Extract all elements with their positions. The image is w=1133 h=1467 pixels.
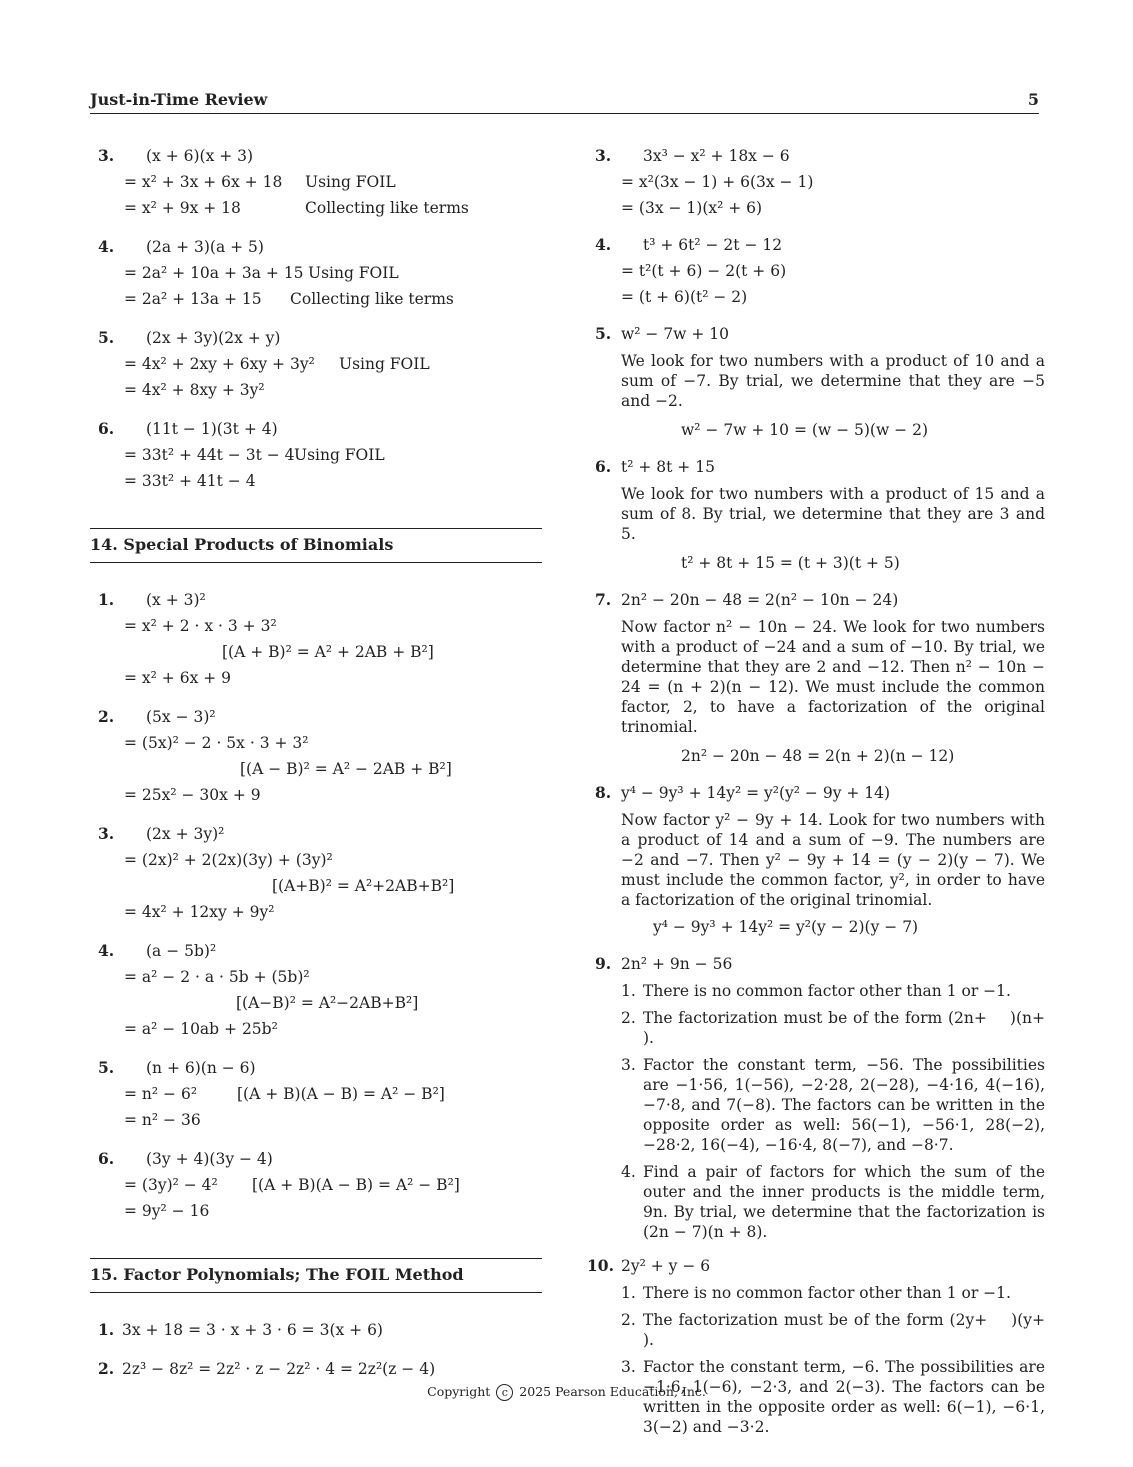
item-number: 3.	[98, 824, 115, 843]
step	[621, 1008, 1065, 1048]
result: w² − 7w + 10 = (w − 5)(w − 2)	[681, 421, 928, 439]
section-heading-15: 15. Factor Polynomials; The FOIL Method	[90, 1258, 542, 1293]
expression: (x + 3)²	[146, 591, 206, 609]
expression: = 4x² + 12xy + 9y²	[124, 903, 275, 921]
step-number: 3.	[621, 1358, 636, 1376]
item-number: 4.	[595, 235, 612, 254]
result: y⁴ − 9y³ + 14y² = y²(y − 2)(y − 7)	[653, 918, 919, 936]
expression: = 2a² + 10a + 3a + 15	[124, 264, 304, 282]
item-number: 5.	[98, 1058, 115, 1077]
step	[621, 981, 1045, 1001]
page-number: 5	[1027, 90, 1039, 109]
rule: [(A+B)² = A²+2AB+B²]	[272, 877, 455, 895]
item-number: 7.	[595, 590, 612, 609]
expression: w² − 7w + 10	[621, 325, 730, 343]
rule: [(A + B)² = A² + 2AB + B²]	[222, 643, 434, 661]
factor-item-2	[98, 1356, 550, 1382]
expression: 2n² + 9n − 56	[621, 955, 733, 973]
step	[621, 1283, 1045, 1303]
explanation: Now factor n² − 10n − 24. We look for two numbers with a product of −24 and a sum of −10. By trial, we determine that they are 2 and −12. Then n² − 10n − 24 = (n + 2)(n − 12). We must include the common factor, 2, to have a factorization of the original trinomial.	[621, 618, 1045, 736]
explanation: We look for two numbers with a product of 15 and a sum of 8. By trial, we determine that they are 3 and 5.	[621, 485, 1045, 543]
foil-item-3	[98, 143, 550, 221]
factor-item-9	[595, 951, 1065, 1242]
expression: = x² + 9x + 18	[124, 199, 241, 217]
expression: t³ + 6t² − 2t − 12	[643, 236, 783, 254]
expression: = 4x² + 2xy + 6xy + 3y²	[124, 355, 315, 373]
step-list	[621, 981, 1065, 1242]
expression: = 33t² + 44t − 3t − 4	[124, 446, 295, 464]
special-product-4	[98, 938, 550, 1042]
factor-item-8	[595, 780, 1045, 940]
expression: = x²(3x − 1) + 6(3x − 1)	[621, 173, 814, 191]
item-number: 4.	[98, 237, 115, 256]
result: t² + 8t + 15 = (t + 3)(t + 5)	[681, 554, 900, 572]
step-text: The factorization must be of the form (2y+ )(y+ ).	[643, 1311, 1065, 1349]
item-number: 8.	[595, 783, 612, 802]
item-number: 5.	[595, 324, 612, 343]
rule: [(A + B)(A − B) = A² − B²]	[237, 1085, 445, 1103]
rule: [(A − B)² = A² − 2AB + B²]	[240, 760, 452, 778]
item-number: 2.	[98, 1359, 115, 1378]
item-number: 6.	[98, 419, 115, 438]
step-number: 2.	[621, 1009, 636, 1027]
expression: (a − 5b)²	[146, 942, 217, 960]
step-text: The factorization must be of the form (2n+ )(n+ ).	[643, 1009, 1065, 1047]
special-product-6	[98, 1146, 550, 1224]
expression: (2a + 3)(a + 5)	[146, 238, 264, 256]
expression: y⁴ − 9y³ + 14y² = y²(y² − 9y + 14)	[621, 784, 891, 802]
explanation: Now factor y² − 9y + 14. Look for two numbers with a product of 14 and a sum of −9. The numbers are −2 and −7. Then y² − 9y + 14 = (y − 2)(y − 7). We must include the common factor, y², in order to have a factorization of the original trinomial.	[621, 811, 1045, 909]
expression: 2y² + y − 6	[621, 1257, 711, 1275]
left-column	[90, 143, 550, 1395]
foil-item-6	[98, 416, 550, 494]
expression: t² + 8t + 15	[621, 458, 715, 476]
page-header	[90, 89, 1039, 114]
item-number: 2.	[98, 707, 115, 726]
item-number: 10.	[587, 1256, 614, 1275]
expression: 3x + 18 = 3 · x + 3 · 6 = 3(x + 6)	[122, 1321, 383, 1339]
step-text: There is no common factor other than 1 or −1.	[643, 982, 1011, 1000]
note: Using FOIL	[294, 446, 385, 464]
expression: (x + 6)(x + 3)	[146, 147, 254, 165]
explanation: We look for two numbers with a product of 10 and a sum of −7. By trial, we determine that they are −5 and −2.	[621, 352, 1045, 410]
step-number: 4.	[621, 1163, 636, 1181]
step-text: Factor the constant term, −6. The possibilities are −1·6, 1(−6), −2·3, and 2(−3). The factors can be written in the opposite order as well: 6(−1), −6·1, 3(−2) and −3·2.	[643, 1358, 1045, 1436]
expression: = (5x)² − 2 · 5x · 3 + 3²	[124, 734, 309, 752]
note: Using FOIL	[305, 173, 396, 191]
expression: = t²(t + 6) − 2(t + 6)	[621, 262, 787, 280]
expression: (5x − 3)²	[146, 708, 216, 726]
step	[621, 1310, 1065, 1350]
note: Using FOIL	[308, 264, 399, 282]
copyright-holder: 2025 Pearson Education, Inc.	[519, 1384, 706, 1399]
expression: = n² − 6²	[124, 1085, 198, 1103]
section-heading-14: 14. Special Products of Binomials	[90, 528, 542, 563]
factor-item-5	[595, 321, 1045, 443]
expression: = 33t² + 41t − 4	[124, 472, 256, 490]
item-number: 9.	[595, 954, 612, 973]
special-product-3	[98, 821, 550, 925]
expression: = a² − 2 · a · 5b + (5b)²	[124, 968, 310, 986]
expression: = (3y)² − 4²	[124, 1176, 218, 1194]
step-number: 1.	[621, 982, 636, 1000]
foil-item-5	[98, 325, 550, 403]
expression: = a² − 10ab + 25b²	[124, 1020, 278, 1038]
step	[621, 1162, 1045, 1242]
running-title: Just-in-Time Review	[90, 90, 268, 109]
expression: 2z³ − 8z² = 2z² · z − 2z² · 4 = 2z²(z − 4)	[122, 1360, 436, 1378]
step-number: 3.	[621, 1056, 636, 1074]
rule: [(A−B)² = A²−2AB+B²]	[236, 994, 419, 1012]
note: Using FOIL	[339, 355, 430, 373]
special-product-1	[98, 587, 550, 691]
expression: 2n² − 20n − 48 = 2(n² − 10n − 24)	[621, 591, 899, 609]
item-number: 3.	[98, 146, 115, 165]
expression: (11t − 1)(3t + 4)	[146, 420, 278, 438]
expression: = x² + 3x + 6x + 18	[124, 173, 283, 191]
item-number: 6.	[98, 1149, 115, 1168]
expression: = (2x)² + 2(2x)(3y) + (3y)²	[124, 851, 333, 869]
item-number: 1.	[98, 590, 115, 609]
note: Collecting like terms	[305, 199, 469, 217]
expression: = 25x² − 30x + 9	[124, 786, 261, 804]
item-number: 5.	[98, 328, 115, 347]
foil-item-4	[98, 234, 550, 312]
step	[621, 1055, 1045, 1155]
special-product-2	[98, 704, 550, 808]
expression: = x² + 6x + 9	[124, 669, 232, 687]
expression: (3y + 4)(3y − 4)	[146, 1150, 273, 1168]
rule: [(A + B)(A − B) = A² − B²]	[252, 1176, 460, 1194]
copyright-icon: c	[496, 1384, 513, 1401]
step-list	[621, 1283, 1065, 1437]
expression: = x² + 2 · x · 3 + 3²	[124, 617, 277, 635]
copyright-label: Copyright	[427, 1384, 491, 1399]
expression: = (t + 6)(t² − 2)	[621, 288, 748, 306]
item-number: 6.	[595, 457, 612, 476]
item-number: 4.	[98, 941, 115, 960]
right-column	[587, 143, 1065, 1448]
expression: = 9y² − 16	[124, 1202, 210, 1220]
step-number: 1.	[621, 1284, 636, 1302]
item-number: 3.	[595, 146, 612, 165]
expression: = (3x − 1)(x² + 6)	[621, 199, 763, 217]
step-text: There is no common factor other than 1 or −1.	[643, 1284, 1011, 1302]
item-number: 1.	[98, 1320, 115, 1339]
factor-item-3	[595, 143, 1045, 221]
step-number: 2.	[621, 1311, 636, 1329]
expression: (2x + 3y)(2x + y)	[146, 329, 281, 347]
note: Collecting like terms	[290, 290, 454, 308]
factor-item-7	[595, 587, 1045, 769]
expression: (2x + 3y)²	[146, 825, 225, 843]
expression: (n + 6)(n − 6)	[146, 1059, 256, 1077]
factor-item-10	[587, 1253, 1065, 1437]
step-text: Factor the constant term, −56. The possibilities are −1·56, 1(−56), −2·28, 2(−28), −4·16, 4(−16), −7·8, and 7(−8). The factors can be written in the opposite order as well: 56(−1), −56·1, 28(−2), −28·2, 16(−4), −16·4, 8(−7), and −8·7.	[643, 1056, 1045, 1154]
expression: = 4x² + 8xy + 3y²	[124, 381, 265, 399]
factor-item-4	[595, 232, 1045, 310]
factor-item-6	[595, 454, 1045, 576]
expression: = 2a² + 13a + 15	[124, 290, 262, 308]
copyright-footer	[0, 1384, 1133, 1401]
expression: 3x³ − x² + 18x − 6	[643, 147, 790, 165]
step-text: Find a pair of factors for which the sum of the outer and the inner products is the middle term, 9n. By trial, we determine that the factorization is (2n − 7)(n + 8).	[643, 1163, 1045, 1241]
expression: = n² − 36	[124, 1111, 201, 1129]
special-product-5	[98, 1055, 550, 1133]
result: 2n² − 20n − 48 = 2(n + 2)(n − 12)	[681, 747, 955, 765]
factor-item-1	[98, 1317, 550, 1343]
